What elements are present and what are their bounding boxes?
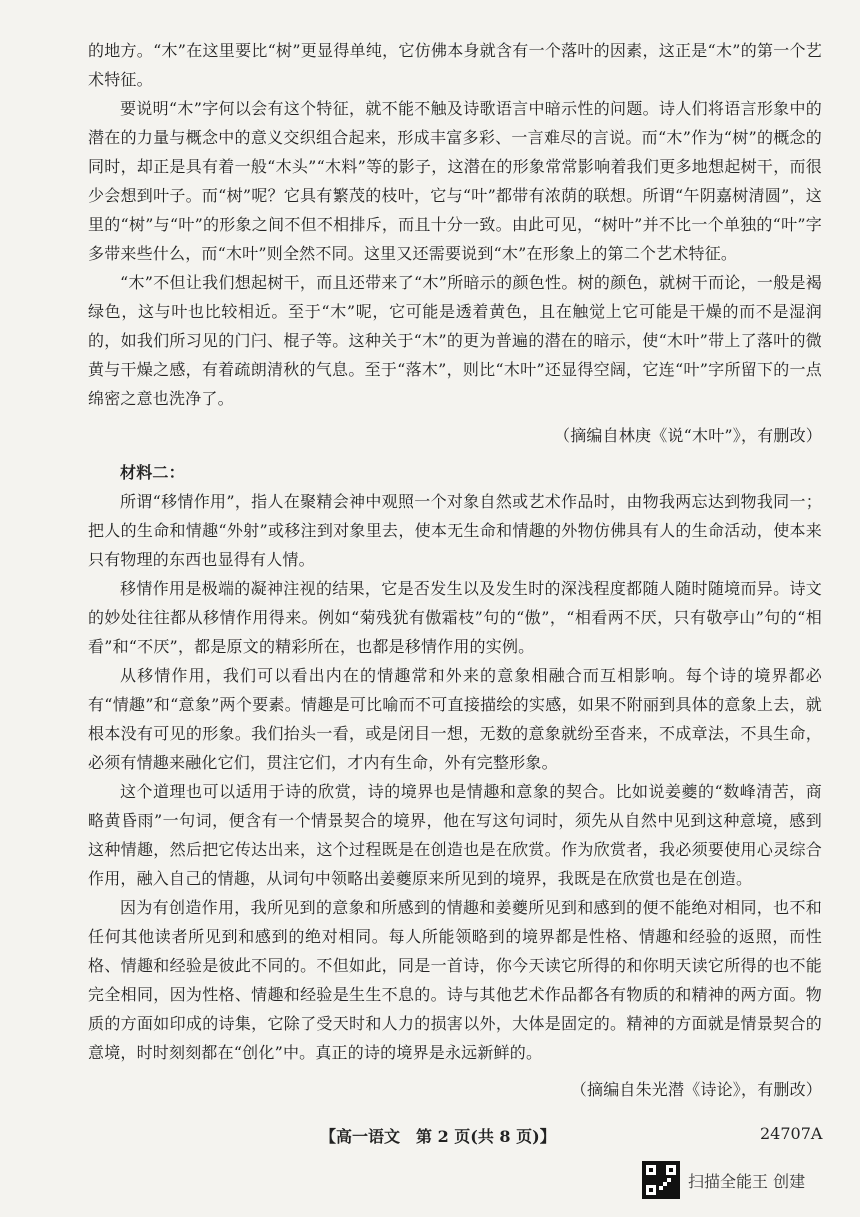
material-two-paragraph-5: 因为有创造作用，我所见到的意象和所感到的情趣和姜夔所见到和感到的便不能绝对相同，也不和任何其他读者所见到和感到的绝对相同。每人所能领略到的境界都是性格、情趣和经验的返照，而性格、情趣和经验是彼此不同的。不但如此，同是一首诗，你今天读它所得的和你明天读它所得的也不能完全相同，因为性格、情趣和经验是生生不息的。诗与其他艺术作品都各有物质的和精神的两方面。物质的方面如印成的诗集，它除了受天时和人力的损害以外，大体是固定的。精神的方面就是情景契合的意境，时时刻刻都在“创化”中。真正的诗的境界是永远新鲜的。 xyxy=(88,898,822,1062)
material-two-heading: 材料二： xyxy=(120,463,185,482)
material-two-paragraph-3: 从移情作用，我们可以看出内在的情趣常和外来的意象相融合而互相影响。每个诗的境界都必有“情趣”和“意象”两个要素。情趣是可比喻而不可直接描绘的实感，如果不附丽到具体的意象上去，就根本没有可见的形象。我们抬头一看，或是闭目一想，无数的意象就纷至沓来，不成章法，不具生命，必须有情趣来融化它们，贯注它们，才内有生命，外有完整形象。 xyxy=(88,666,822,772)
watermark-text: 扫描全能王 创建 xyxy=(688,1171,806,1191)
qr-code-icon xyxy=(642,1161,680,1199)
material-two-paragraph-4: 这个道理也可以适用于诗的欣赏，诗的境界也是情趣和意象的契合。比如说姜夔的“数峰清苦，商略黄昏雨”一句词，便含有一个情景契合的境界，他在写这句词时，须先从自然中见到这种意境，感到这种情趣，然后把它传达出来，这个过程既是在创造也是在欣赏。作为欣赏者，我必须要使用心灵综合作用，融入自己的情趣，从词句中领略出姜夔原来所见到的境界，我既是在欣赏也是在创造。 xyxy=(88,782,822,888)
material-two-source: （摘编自朱光潜《诗论》，有删改） xyxy=(570,1080,822,1099)
scanner-watermark xyxy=(642,1161,805,1199)
material-one-paragraph-3: “木”不但让我们想起树干，而且还带来了“木”所暗示的颜色性。树的颜色，就树干而论，一般是褐绿色，这与叶也比较相近。至于“木”呢，它可能是透着黄色，且在触觉上它可能是干燥的而不是湿润的，如我们所习见的门闩、棍子等。这种关于“木”的更为普遍的潜在的暗示，使“木叶”带上了落叶的微黄与干燥之感，有着疏朗清秋的气息。至于“落木”，则比“木叶”还显得空阔，它连“叶”字所留下的一点绵密之意也洗净了。 xyxy=(88,273,822,408)
material-one-source: （摘编自林庚《说“木叶”》，有删改） xyxy=(554,426,822,445)
material-two-paragraph-2: 移情作用是极端的凝神注视的结果，它是否发生以及发生时的深浅程度都随人随时随境而异。诗文的妙处往往都从移情作用得来。例如“菊残犹有傲霜枝”句的“傲”，“相看两不厌，只有敬亭山”句的“相看”和“不厌”，都是原文的精彩所在，也都是移情作用的实例。 xyxy=(88,579,822,656)
page-number-label: 【高一语文 第 2 页(共 8 页)】 xyxy=(320,1127,556,1146)
material-one-paragraph-continued: 的地方。“木”在这里要比“树”更显得单纯，它仿佛本身就含有一个落叶的因素，这正是“木”的第一个艺术特征。 xyxy=(88,41,822,89)
material-two-paragraph-1: 所谓“移情作用”，指人在聚精会神中观照一个对象自然或艺术作品时，由物我两忘达到物我同一；把人的生命和情趣“外射”或移注到对象里去，使本无生命和情趣的外物仿佛具有人的生命活动，使本来只有物理的东西也显得有人情。 xyxy=(88,492,822,569)
exam-code: 24707A xyxy=(760,1124,823,1143)
material-one-paragraph-2: 要说明“木”字何以会有这个特征，就不能不触及诗歌语言中暗示性的问题。诗人们将语言形象中的潜在的力量与概念中的意义交织组合起来，形成丰富多彩、一言难尽的言说。而“木”作为“树”的概念的同时，却正是具有着一般“木头”“木料”等的影子，这潜在的形象常常影响着我们更多地想起树干，而很少会想到叶子。而“树”呢？它具有繁茂的枝叶，它与“叶”都带有浓荫的联想。所谓“午阴嘉树清圆”，这里的“树”与“叶”的形象之间不但不相排斥，而且十分一致。由此可见，“树叶”并不比一个单独的“叶”字多带来些什么，而“木叶”则全然不同。这里又还需要说到“木”在形象上的第二个艺术特征。 xyxy=(88,99,822,263)
